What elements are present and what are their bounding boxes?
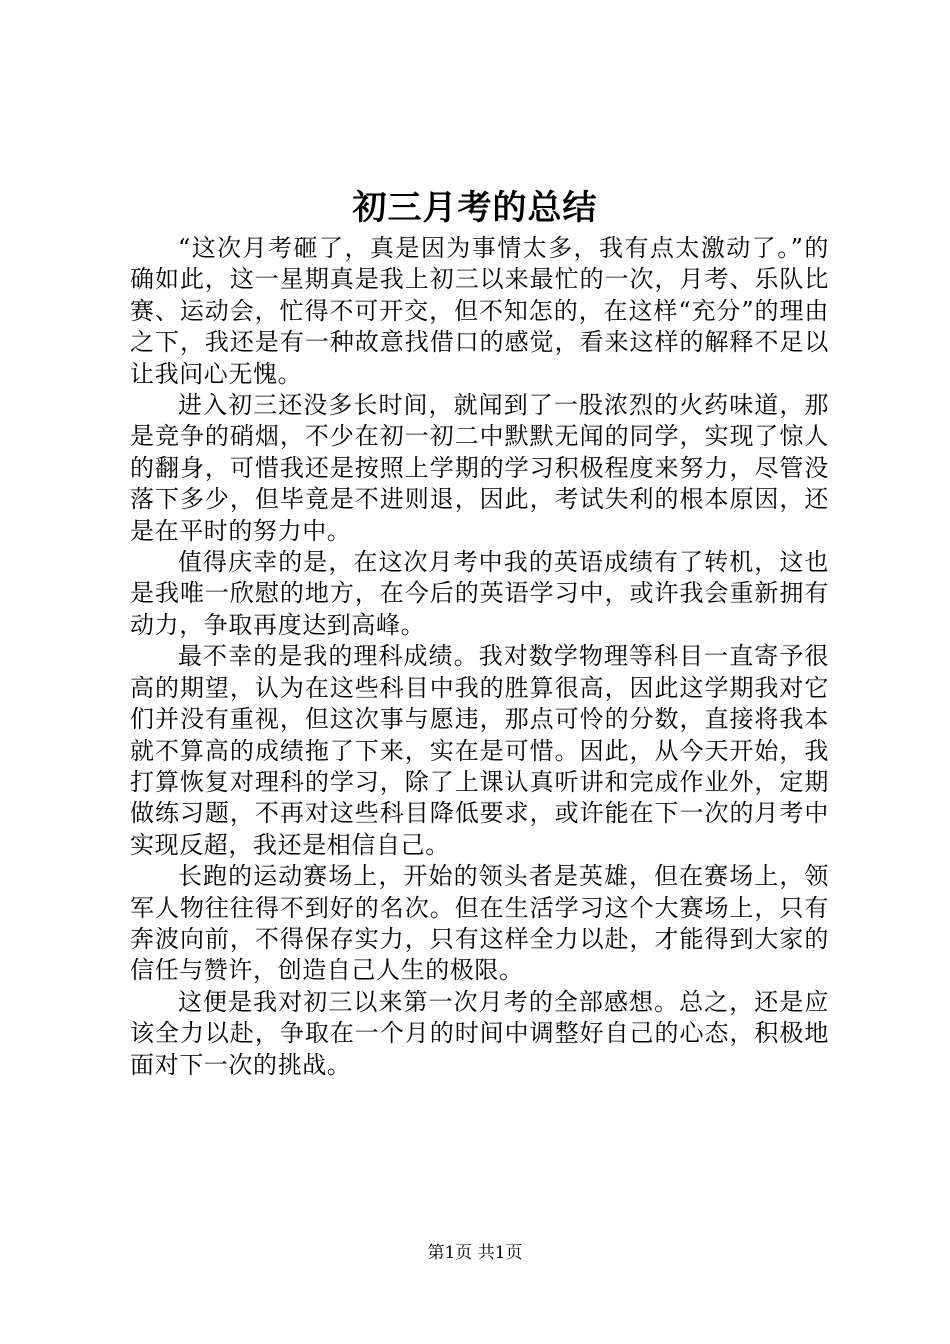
document-body (130, 233, 829, 1081)
paragraph-2: 进入初三还没多长时间，就闻到了一股浓烈的火药味道，那是竞争的硝烟，不少在初一初二中默默无闻的同学，实现了惊人的翻身，可惜我还是按照上学期的学习积极程度来努力，尽管没落下多少，但毕竟是不进则退，因此，考试失利的根本原因，还是在平时的努力中。 (130, 391, 829, 545)
document-title: 初三月考的总结 (352, 188, 598, 228)
paragraph-5: 长跑的运动赛场上，开始的领头者是英雄，但在赛场上，领军人物往往得不到好的名次。但在生活学习这个大赛场上，只有奔波向前，不得保存实力，只有这样全力以赴，才能得到大家的信任与赞许，创造自己人生的极限。 (130, 862, 829, 985)
paragraph-3: 值得庆幸的是，在这次月考中我的英语成绩有了转机，这也是我唯一欣慰的地方，在今后的英语学习中，或许我会重新拥有动力，争取再度达到高峰。 (130, 548, 829, 639)
paragraph-1: “这次月考砸了，真是因为事情太多，我有点太激动了。”的确如此，这一星期真是我上初三以来最忙的一次，月考、乐队比赛、运动会，忙得不可开交，但不知怎的，在这样“充分”的理由之下，我还是有一种故意找借口的感觉，看来这样的解释不足以让我问心无愧。 (130, 234, 829, 388)
page-footer: 第1页 共1页 (427, 1243, 523, 1263)
paragraph-4: 最不幸的是我的理科成绩。我对数学物理等科目一直寄予很高的期望，认为在这些科目中我的胜算很高，因此这学期我对它们并没有重视，但这次事与愿违，那点可怜的分数，直接将我本就不算高的成绩拖了下来，实在是可惜。因此，从今天开始，我打算恢复对理科的学习，除了上课认真听讲和完成作业外，定期做练习题，不再对这些科目降低要求，或许能在下一次的月考中实现反超，我还是相信自己。 (130, 642, 829, 859)
paragraph-6: 这便是我对初三以来第一次月考的全部感想。总之，还是应该全力以赴，争取在一个月的时间中调整好自己的心态，积极地面对下一次的挑战。 (130, 987, 829, 1079)
